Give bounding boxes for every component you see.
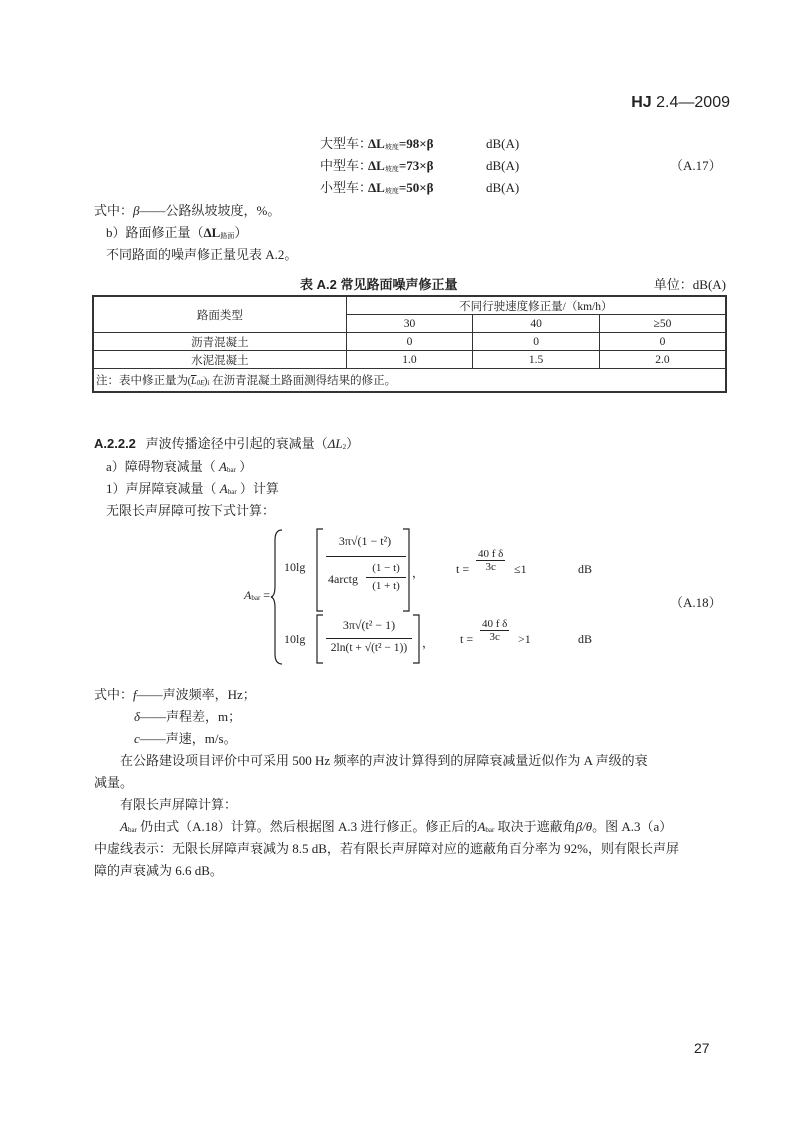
left-brace-icon <box>270 528 284 666</box>
right-bracket-icon <box>402 528 410 612</box>
condition-prefix: t = <box>460 632 474 646</box>
comma: ， <box>422 636 435 650</box>
a-symbol: A <box>120 819 128 834</box>
speed-header: 30 <box>346 315 473 333</box>
page-number: 27 <box>694 1040 710 1056</box>
section-number: A.2.2.2 <box>94 436 136 451</box>
item-a-text: a）障碍物衰减量（ <box>106 459 220 474</box>
angle-symbol: β/θ <box>575 819 593 834</box>
note-prefix: 注：表中修正量为 <box>96 375 188 387</box>
where-delta <box>134 706 241 725</box>
unit: dB <box>578 562 593 576</box>
value-cell: 0 <box>346 333 473 351</box>
note-symbol-sub: 0E <box>196 379 205 387</box>
f-definition: ——声波频率，Hz； <box>136 687 256 702</box>
condition-relation: >1 <box>518 632 531 646</box>
equation-line-medium-vehicle <box>320 155 519 174</box>
fraction-bar <box>326 556 406 557</box>
value-cell: 0 <box>599 333 726 351</box>
fraction-bar <box>366 577 406 578</box>
condition-prefix: t = <box>456 562 470 576</box>
paragraph-correction-line2: 中虚线表示：无限长屏障声衰减为 8.5 dB，若有限长声屏障对应的遮蔽角百分率为 92%，则有限长声屏 <box>94 841 680 856</box>
expression: =50×β <box>398 180 434 195</box>
road-type-cell: 沥青混凝土 <box>93 333 346 351</box>
paragraph-500hz-line2: 减量。 <box>94 775 134 790</box>
vehicle-label: 中型车： <box>320 158 373 173</box>
document-code-number: 2.4—2009 <box>656 94 730 111</box>
paragraph-correction-line3: 障的声衰减为 6.6 dB。 <box>94 863 223 878</box>
beta-definition: ——公路纵坡坡度，%。 <box>139 203 281 218</box>
c-symbol: c <box>134 731 140 746</box>
case1-inner-numerator: (1 − t) <box>372 562 400 574</box>
subscript: 2 <box>342 443 347 451</box>
text-segment: 仍由式（A.18）计算。然后根据图 A.3 进行修正。修正后的 <box>140 819 478 834</box>
delta-definition: ——声程差，m； <box>140 709 242 724</box>
unit: dB(A) <box>486 136 520 151</box>
document-code <box>631 94 730 112</box>
equation-line-small-vehicle <box>320 177 519 196</box>
close-paren: ） <box>346 436 360 451</box>
value-cell: 2.0 <box>599 351 726 369</box>
where-f <box>94 684 256 703</box>
where-prefix: 式中： <box>94 687 134 702</box>
unit: dB <box>578 632 593 646</box>
right-bracket-icon <box>412 614 420 664</box>
where-c <box>134 728 237 747</box>
delta-symbol: ΔL <box>368 136 385 151</box>
section-heading <box>94 433 359 452</box>
condition-numerator: 40 f δ <box>482 618 508 630</box>
subscript: bar <box>251 594 261 602</box>
note-symbol <box>188 376 210 387</box>
condition-numerator: 40 f δ <box>478 548 504 560</box>
subscript: bar <box>226 466 236 474</box>
case2-denominator: 2ln(t + √(t² − 1)) <box>330 642 408 654</box>
subscript: 坡度 <box>384 187 399 195</box>
delta-symbol: ΔL <box>203 225 221 240</box>
text-segment: 。图 A.3（a） <box>592 819 673 834</box>
item-1-suffix: ）计算 <box>236 481 279 496</box>
case1-numerator: 3π√(1 − t²) <box>338 534 392 548</box>
road-noise-correction-table <box>92 295 727 393</box>
value-cell: 1.0 <box>346 351 473 369</box>
vehicle-label: 大型车： <box>320 136 373 151</box>
delta-symbol: ΔL <box>368 180 385 195</box>
table-row <box>93 351 726 369</box>
infinite-barrier-text: 无限长声屏障可按下式计算： <box>106 503 276 518</box>
subscript: bar <box>227 488 237 496</box>
case2-lg: 10lg <box>284 632 306 646</box>
value-cell: 1.5 <box>473 351 600 369</box>
left-bracket-icon <box>316 614 324 664</box>
condition-denominator: 3c <box>485 561 496 573</box>
equation-number-a17: （A.17） <box>670 158 722 173</box>
vehicle-label: 小型车： <box>320 180 373 195</box>
equation-lhs: Abar = <box>244 588 271 602</box>
unit: dB(A) <box>486 158 520 173</box>
equation-number-a18: （A.18） <box>670 595 722 610</box>
subscript: bar <box>485 826 495 834</box>
comma: ， <box>412 566 425 580</box>
case1-denominator-prefix: 4arctg <box>328 572 358 586</box>
table-title: 表 A.2 常见路面噪声修正量 <box>300 277 458 292</box>
case2-numerator: 3π√(t² − 1) <box>342 618 396 632</box>
note-text: 在沥青混凝土路面测得结果的修正。 <box>212 375 397 387</box>
expression: =98×β <box>398 136 434 151</box>
where-prefix: 式中： <box>94 203 134 218</box>
road-type-cell: 水泥混凝土 <box>93 351 346 369</box>
item-b-road-correction <box>106 222 247 241</box>
subscript: bar <box>127 826 137 834</box>
unit: dB(A) <box>486 180 520 195</box>
item-b-text: b）路面修正量（ <box>106 225 204 240</box>
case1-lg: 10lg <box>284 560 306 574</box>
equation-line-large-vehicle <box>320 133 519 152</box>
text-segment: 取决于遮蔽角 <box>497 819 576 834</box>
paragraph-correction-line1 <box>120 816 672 835</box>
expression: =73×β <box>398 158 434 173</box>
document-code-prefix: HJ <box>631 94 652 111</box>
table-note <box>93 369 726 393</box>
a-symbol: A <box>477 819 486 834</box>
condition-fraction <box>480 618 509 643</box>
delta-symbol: ΔL <box>368 158 385 173</box>
where-beta <box>94 200 280 219</box>
item-1-text: 1）声屏障衰减量（ <box>106 481 220 496</box>
see-table-text: 不同路面的噪声修正量见表 A.2。 <box>106 247 298 262</box>
subscript: 坡度 <box>384 143 399 151</box>
column-header-road-type: 路面类型 <box>93 296 346 333</box>
a-symbol: A <box>219 481 228 496</box>
condition-fraction <box>476 548 505 573</box>
beta-symbol: β <box>133 203 140 218</box>
left-bracket-icon <box>316 528 324 612</box>
condition-relation: ≤1 <box>514 562 527 576</box>
finite-barrier-text: 有限长声屏障计算： <box>120 797 238 812</box>
a-symbol: A <box>244 588 252 602</box>
delta-symbol: δ <box>134 709 141 724</box>
paragraph-500hz-line1: 在公路建设项目评价中可采用 500 Hz 频率的声波计算得到的屏障衰减量近似作为 A 声级的衰 <box>120 753 648 768</box>
value-cell: 0 <box>473 333 600 351</box>
f-symbol: f <box>133 687 137 702</box>
fraction-bar <box>326 638 412 639</box>
note-symbol-letter: $\overline{L}$ <box>191 376 197 387</box>
case1-inner-denominator: (1 + t) <box>372 580 400 592</box>
delta-symbol: ΔL <box>327 436 343 451</box>
condition-denominator: 3c <box>489 631 500 643</box>
section-title: 声波传播途径中引起的衰减量（ <box>145 436 328 451</box>
speed-header: ≥50 <box>599 315 726 333</box>
column-header-speed-group: 不同行驶速度修正量/（km/h） <box>346 296 726 315</box>
table-unit: 单位：dB(A) <box>653 277 726 292</box>
c-definition: ——声速，m/s。 <box>139 731 237 746</box>
close-paren: ） <box>235 459 253 474</box>
table-row <box>93 333 726 351</box>
speed-header: 40 <box>473 315 600 333</box>
note-symbol-outer-sub: i <box>207 379 210 387</box>
item-1-barrier-attenuation <box>106 478 279 497</box>
subscript: 坡度 <box>384 165 399 173</box>
subscript: 路面 <box>220 232 235 240</box>
item-a-obstacle-attenuation <box>106 456 252 475</box>
close-paren: ） <box>234 225 248 240</box>
a-symbol: A <box>219 459 227 474</box>
